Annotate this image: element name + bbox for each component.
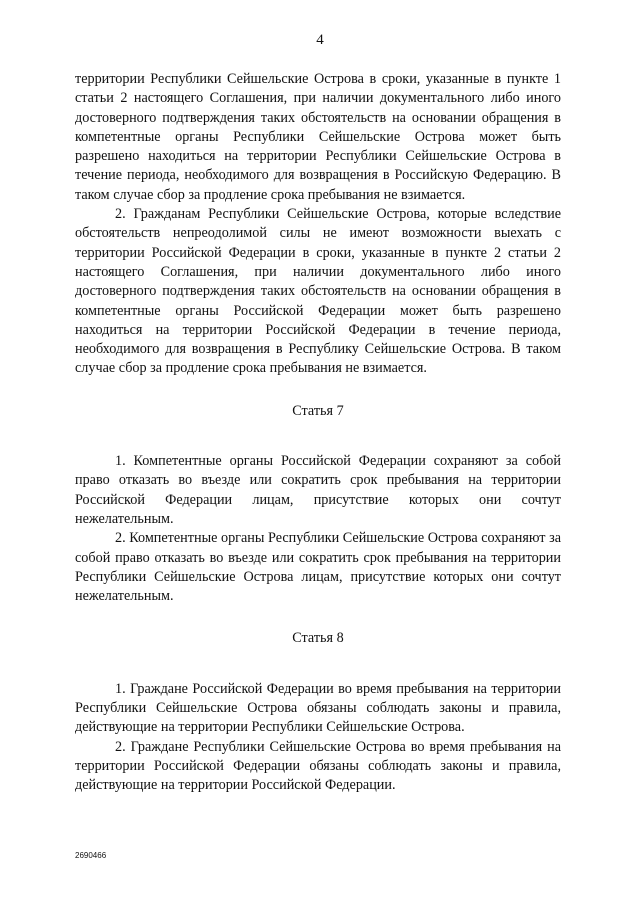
document-code: 2690466 (75, 851, 107, 860)
article-7-heading: Статья 7 (292, 402, 344, 419)
paragraph-continuation: территории Республики Сейшельские Острова в сроки, указанные в пункте 1 статьи 2 настоящего Соглашения, при наличии документального либо иного достоверного подтверждения таких обстоятельств на основании обращения в компетентные органы Республики Сейшельские Острова может быть разрешено находиться на территории Республики Сейшельские Острова в течение периода, необходимого для возвращения в Российскую Федерацию. В таком случае сбор за продление срока пребывания не взимается. (75, 71, 561, 203)
article-8-paragraph-2: 2. Граждане Республики Сейшельские Острова во время пребывания на территории Российской Федерации обязаны соблюдать законы и правила, действующие на территории Российской Федерации. (75, 738, 561, 794)
document-body (75, 70, 561, 796)
article-7-paragraph-1: 1. Компетентные органы Российской Федерации сохраняют за собой право отказать во въезде или сократить срок пребывания на территории Российской Федерации лицам, присутствие которых они сочтут нежелательным. (75, 453, 561, 527)
paragraph-item-2: 2. Гражданам Республики Сейшельские Острова, которые вследствие обстоятельств непреодолимой силы не имеют возможности выехать с территории Российской Федерации в сроки, указанные в пункте 2 статьи 2 настоящего Соглашения, при наличии документального либо иного достоверного подтверждения таких обстоятельств на основании обращения в компетентные органы Российской Федерации может быть разрешено находиться на территории Российской Федерации в течение периода, необходимого для возвращения в Республику Сейшельские Острова. В таком случае сбор за продление срока пребывания не взимается. (75, 206, 561, 377)
article-8-heading: Статья 8 (292, 630, 344, 647)
article-7-paragraph-2: 2. Компетентные органы Республики Сейшельские Острова сохраняют за собой право отказать во въезде или сократить срок пребывания на территории Республики Сейшельские Острова лицам, присутствие которых они сочтут нежелательным. (75, 530, 561, 605)
article-8-paragraph-1: 1. Граждане Российской Федерации во время пребывания на территории Республики Сейшельские Острова обязаны соблюдать законы и правила, действующие на территории Республики Сейшельские Острова. (75, 680, 561, 736)
page-number: 4 (316, 32, 324, 48)
